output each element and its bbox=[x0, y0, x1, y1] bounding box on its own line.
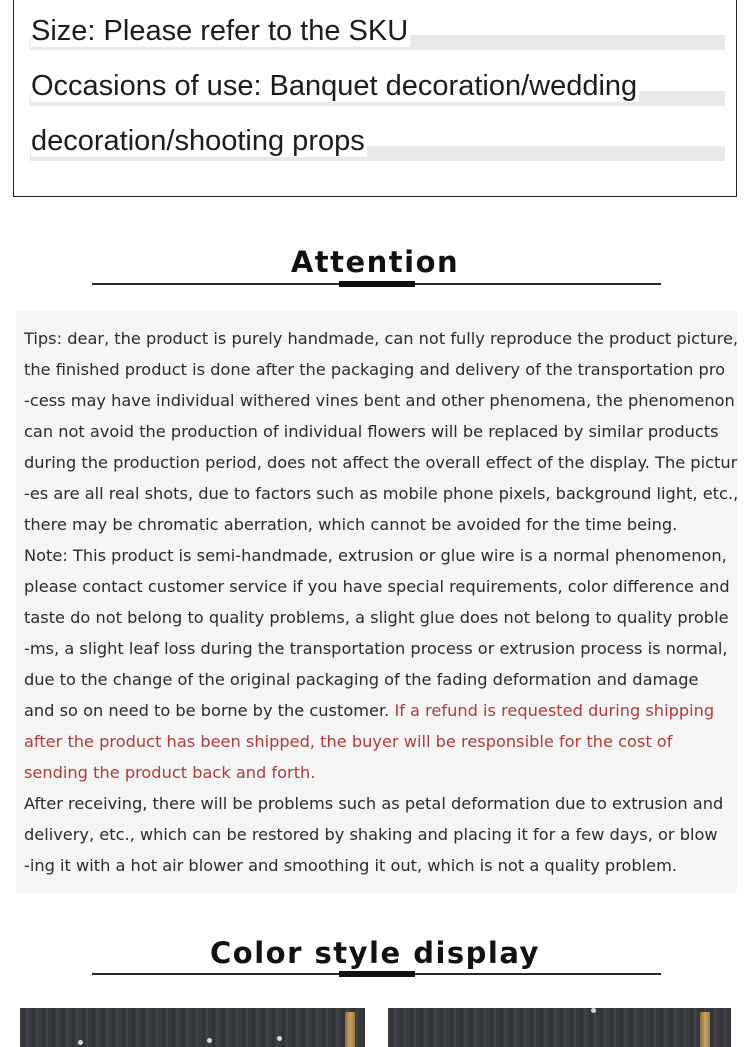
refund-warning-text: sending the product back and forth. bbox=[24, 763, 316, 782]
flower-decoration bbox=[78, 1040, 83, 1045]
refund-warning-text: after the product has been shipped, the buyer will be responsible for the cost of bbox=[24, 732, 673, 751]
notice-text: due to the change of the original packaging of the fading deformation and damage bbox=[24, 670, 699, 689]
product-photo-right bbox=[388, 1008, 731, 1047]
notice-text: and so on need to be borne by the customer. bbox=[24, 701, 395, 720]
notice-label: Note bbox=[24, 546, 63, 565]
attention-notice bbox=[16, 311, 737, 893]
notice-line bbox=[24, 509, 737, 540]
attention-title: Attention bbox=[290, 245, 460, 279]
size-line bbox=[31, 14, 410, 48]
notice-text: -es are all real shots, due to factors such as mobile phone pixels, background light, etc., bbox=[24, 484, 739, 503]
wood-stand bbox=[345, 1012, 355, 1047]
notice-text: delivery, etc., which can be restored by shaking and placing it for a few days, or blow bbox=[24, 825, 718, 844]
notice-line bbox=[24, 323, 737, 354]
notice-line bbox=[24, 726, 737, 757]
occasion-text-1: Occasions of use: Banquet decoration/wedding bbox=[31, 70, 638, 102]
notice-line bbox=[24, 540, 737, 571]
flower-decoration bbox=[591, 1008, 596, 1013]
notice-line bbox=[24, 416, 737, 447]
flower-decoration bbox=[207, 1038, 212, 1043]
notice-text: -ing it with a hot air blower and smoothing it out, which is not a quality problem. bbox=[24, 856, 678, 875]
color-style-rule-accent bbox=[339, 971, 415, 977]
occasion-line-2 bbox=[31, 124, 367, 158]
notice-text: can not avoid the production of individual flowers will be replaced by similar products bbox=[24, 422, 719, 441]
notice-line bbox=[24, 478, 737, 509]
attention-rule-accent bbox=[339, 281, 415, 287]
notice-text: there may be chromatic aberration, which cannot be avoided for the time being. bbox=[24, 515, 678, 534]
notice-line bbox=[24, 447, 737, 478]
product-photo-left bbox=[20, 1008, 365, 1047]
refund-warning-text: If a refund is requested during shipping bbox=[394, 701, 715, 720]
notice-label: Tips bbox=[24, 329, 57, 348]
notice-text: taste do not belong to quality problems, a slight glue does not belong to quality proble bbox=[24, 608, 729, 627]
notice-line bbox=[24, 850, 737, 881]
notice-line bbox=[24, 788, 737, 819]
notice-text: -ms, a slight leaf loss during the transportation process or extrusion process is normal, bbox=[24, 639, 728, 658]
notice-line bbox=[24, 354, 737, 385]
occasion-text-2: decoration/shooting props bbox=[31, 125, 365, 157]
size-text: Size: Please refer to the SKU bbox=[31, 15, 409, 47]
notice-text: : This product is semi-handmade, extrusion or glue wire is a normal phenomenon, bbox=[62, 546, 727, 565]
notice-line bbox=[24, 695, 737, 726]
notice-text: during the production period, does not affect the overall effect of the display. The pictur bbox=[24, 453, 738, 472]
notice-line bbox=[24, 571, 737, 602]
notice-text: After receiving, there will be problems such as petal deformation due to extrusion and bbox=[24, 794, 724, 813]
wood-stand bbox=[700, 1012, 710, 1047]
color-style-title: Color style display bbox=[210, 936, 540, 970]
notice-text: please contact customer service if you have special requirements, color difference and bbox=[24, 577, 730, 596]
notice-text: -cess may have individual withered vines bent and other phenomena, the phenomenon bbox=[24, 391, 735, 410]
notice-line bbox=[24, 633, 737, 664]
notice-line bbox=[24, 757, 737, 788]
notice-line bbox=[24, 385, 737, 416]
notice-line bbox=[24, 664, 737, 695]
notice-line bbox=[24, 819, 737, 850]
notice-line bbox=[24, 602, 737, 633]
notice-text: : dear, the product is purely handmade, can not fully reproduce the product picture, bbox=[56, 329, 739, 348]
flower-decoration bbox=[277, 1036, 282, 1041]
occasion-line-1 bbox=[31, 69, 639, 103]
product-info-box bbox=[13, 0, 737, 197]
notice-text: the finished product is done after the packaging and delivery of the transportation pro bbox=[24, 360, 726, 379]
